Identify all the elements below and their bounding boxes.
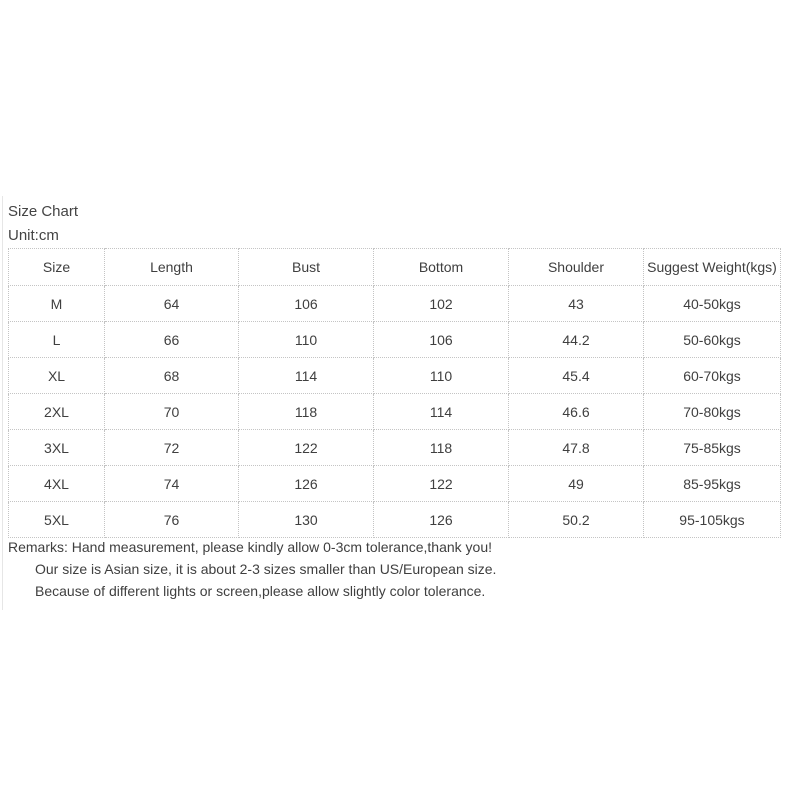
remark-color: Because of different lights or screen,please allow slightly color tolerance. [35,583,486,599]
table-row [9,466,781,502]
table-cell: 46.6 [509,394,644,430]
table-cell: 126 [239,466,374,502]
table-cell: 72 [105,430,239,466]
remark-tolerance: Remarks: Hand measurement, please kindly allow 0-3cm tolerance,thank you! [8,539,493,555]
remark-asian-size: Our size is Asian size, it is about 2-3 sizes smaller than US/European size. [35,561,497,577]
table-cell: 75-85kgs [644,430,781,466]
table-cell: 85-95kgs [644,466,781,502]
table-cell: 45.4 [509,358,644,394]
table-cell: 122 [239,430,374,466]
table-cell: 50-60kgs [644,322,781,358]
table-cell: 3XL [9,430,105,466]
table-cell: 74 [105,466,239,502]
table-row [9,286,781,322]
table-cell: 70-80kgs [644,394,781,430]
table-cell: 4XL [9,466,105,502]
column-header-bottom: Bottom [374,249,509,286]
table-cell: 114 [239,358,374,394]
table-cell: 44.2 [509,322,644,358]
table-cell: 130 [239,502,374,538]
table-cell: M [9,286,105,322]
unit-label: Unit:cm [8,227,59,244]
table-row [9,322,781,358]
column-header-size: Size [9,249,105,286]
table-cell: 50.2 [509,502,644,538]
table-cell: 76 [105,502,239,538]
column-header-bust: Bust [239,249,374,286]
table-cell: 64 [105,286,239,322]
table-cell: 43 [509,286,644,322]
table-cell: 66 [105,322,239,358]
table-cell: 106 [374,322,509,358]
table-cell: 40-50kgs [644,286,781,322]
table-cell: 106 [239,286,374,322]
page-title: Size Chart [8,203,79,220]
table-cell: 2XL [9,394,105,430]
table-cell: 60-70kgs [644,358,781,394]
table-row [9,430,781,466]
table-cell: 110 [374,358,509,394]
table-cell: 114 [374,394,509,430]
table-cell: XL [9,358,105,394]
table-cell: L [9,322,105,358]
table-cell: 68 [105,358,239,394]
table-cell: 5XL [9,502,105,538]
table-cell: 47.8 [509,430,644,466]
table-cell: 118 [374,430,509,466]
column-header-weight: Suggest Weight(kgs) [644,249,781,286]
table-row [9,394,781,430]
table-header-row [9,249,781,286]
table-row [9,358,781,394]
table-row [9,502,781,538]
column-header-length: Length [105,249,239,286]
table-cell: 118 [239,394,374,430]
table-cell: 110 [239,322,374,358]
table-cell: 102 [374,286,509,322]
table-cell: 122 [374,466,509,502]
table-cell: 70 [105,394,239,430]
size-table [8,248,781,538]
table-cell: 126 [374,502,509,538]
left-divider [2,196,3,610]
table-cell: 95-105kgs [644,502,781,538]
table-cell: 49 [509,466,644,502]
column-header-shoulder: Shoulder [509,249,644,286]
